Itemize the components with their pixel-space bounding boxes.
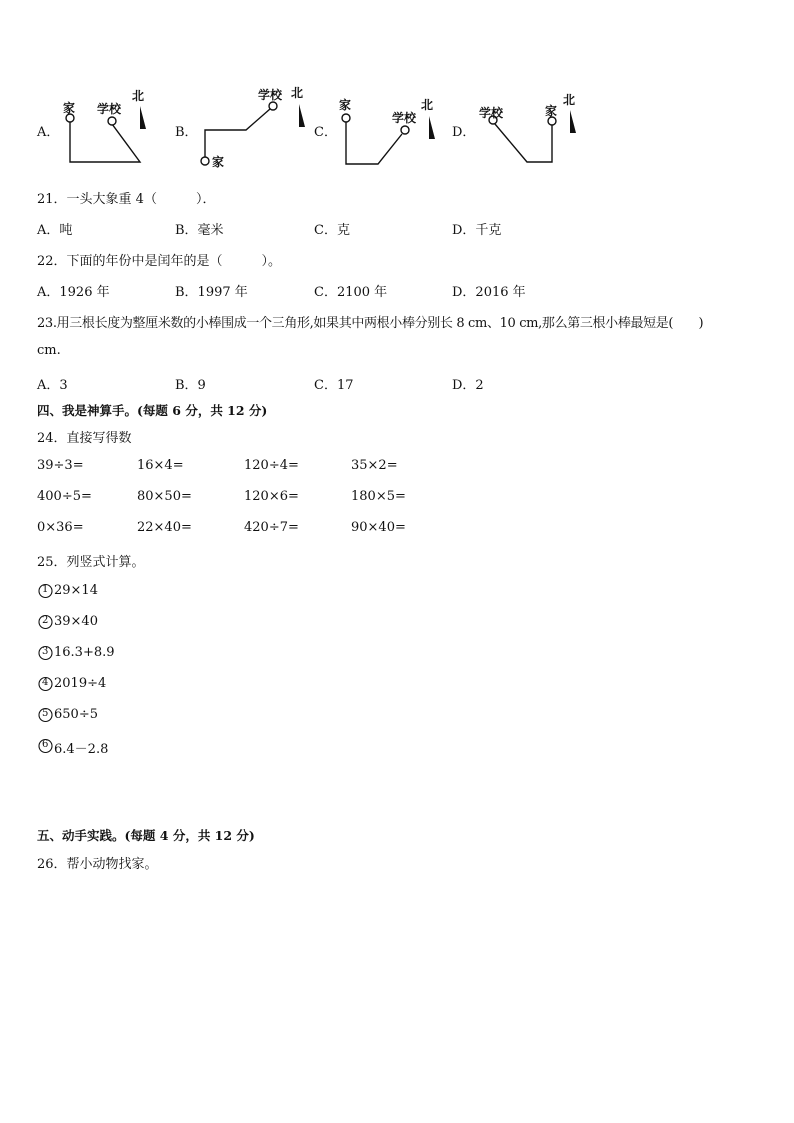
q25-item-number: 2 <box>42 615 49 626</box>
map-c-north-label: 北 <box>421 98 434 112</box>
map-c-school-label: 学校 <box>392 111 417 125</box>
q24-item: 39÷3= <box>37 458 84 473</box>
map-a-home-label: 家 <box>63 101 76 115</box>
map-d-path <box>495 124 552 162</box>
map-c-home-label: 家 <box>339 98 352 112</box>
map-d-school-label: 学校 <box>479 106 504 120</box>
q25-item-number: 1 <box>42 584 49 595</box>
section5-title: 五、动手实践。(每题 4 分，共 12 分) <box>37 828 255 843</box>
q20-option-a-letter: A． <box>37 125 60 140</box>
map-a-path <box>70 122 140 162</box>
q24-item: 16×4= <box>137 458 184 473</box>
q25-item-expression: 650÷5 <box>54 707 98 722</box>
q22-option-a[interactable]: A．1926 年 <box>37 285 110 300</box>
q24-stem: 24．直接写得数 <box>37 431 132 446</box>
q21-option-b[interactable]: B．毫米 <box>175 223 224 238</box>
q23-option-c[interactable]: C．17 <box>314 378 354 393</box>
map-b-school-label: 学校 <box>258 88 283 102</box>
map-b-path <box>205 109 270 157</box>
q23-option-a[interactable]: A．3 <box>37 378 68 393</box>
section4-title: 四、我是神算手。(每题 6 分，共 12 分) <box>37 403 268 418</box>
q24-item: 400÷5= <box>37 489 92 504</box>
map-b-home-label: 家 <box>212 155 225 169</box>
q20-option-c-letter: C． <box>314 125 337 140</box>
map-d-north-arrow <box>570 110 576 133</box>
q25-item-number: 5 <box>42 708 49 719</box>
q23-option-d[interactable]: D．2 <box>452 378 484 393</box>
q23-stem-line2: cm. <box>37 343 61 358</box>
q24-item: 0×36= <box>37 520 84 535</box>
map-c-path <box>346 122 402 164</box>
q25-item-expression: 39×40 <box>54 614 98 629</box>
q25-item-number: 6 <box>42 739 49 750</box>
map-c-home-dot <box>342 114 350 122</box>
q25-item-number: 3 <box>42 646 49 657</box>
q24-item: 80×50= <box>137 489 192 504</box>
map-a-school-dot <box>108 117 116 125</box>
q23-option-b[interactable]: B．9 <box>175 378 206 393</box>
map-c-north-arrow <box>429 116 435 139</box>
q24-item: 22×40= <box>137 520 192 535</box>
q25-item-number: 4 <box>42 677 49 688</box>
q20-option-b-letter: B． <box>175 125 198 140</box>
q25-stem: 25．列竖式计算。 <box>37 555 145 570</box>
q22-option-b[interactable]: B．1997 年 <box>175 285 248 300</box>
q21-option-d[interactable]: D．千克 <box>452 223 502 238</box>
q21-option-c[interactable]: C．克 <box>314 223 350 238</box>
map-b-school-dot <box>269 102 277 110</box>
map-b-north-label: 北 <box>291 86 304 100</box>
q21-option-a[interactable]: A．吨 <box>37 223 73 238</box>
q20-option-d-letter: D． <box>452 125 476 140</box>
map-a-school-label: 学校 <box>97 102 122 116</box>
q25-item-expression: 6.4－2.8 <box>54 742 109 757</box>
q22-stem: 22．下面的年份中是闰年的是（ ）。 <box>37 254 282 269</box>
q22-option-d[interactable]: D．2016 年 <box>452 285 526 300</box>
map-b-home-dot <box>201 157 209 165</box>
q24-item: 180×5= <box>351 489 406 504</box>
q22-option-c[interactable]: C．2100 年 <box>314 285 388 300</box>
map-d-home-label: 家 <box>545 104 558 118</box>
map-d-north-label: 北 <box>563 93 576 107</box>
q21-stem: 21．一头大象重 4（ ）． <box>37 192 216 207</box>
q24-item: 90×40= <box>351 520 406 535</box>
q24-item: 120÷4= <box>244 458 299 473</box>
q25-item-expression: 29×14 <box>54 583 98 598</box>
q23-stem-line1: 23.用三根长度为整厘米数的小棒围成一个三角形,如果其中两根小棒分别长 8 cm、10 cm,那么第三根小棒最短是( ) <box>37 316 704 331</box>
q24-item: 120×6= <box>244 489 299 504</box>
q26-stem: 26．帮小动物找家。 <box>37 857 158 872</box>
q24-item: 420÷7= <box>244 520 299 535</box>
q24-item: 35×2= <box>351 458 398 473</box>
q25-item-expression: 2019÷4 <box>54 676 107 691</box>
map-c-school-dot <box>401 126 409 134</box>
map-b-north-arrow <box>299 104 305 127</box>
q25-item-expression: 16.3+8.9 <box>54 645 115 660</box>
map-a-north-arrow <box>140 106 146 129</box>
map-a-north-label: 北 <box>132 89 145 103</box>
